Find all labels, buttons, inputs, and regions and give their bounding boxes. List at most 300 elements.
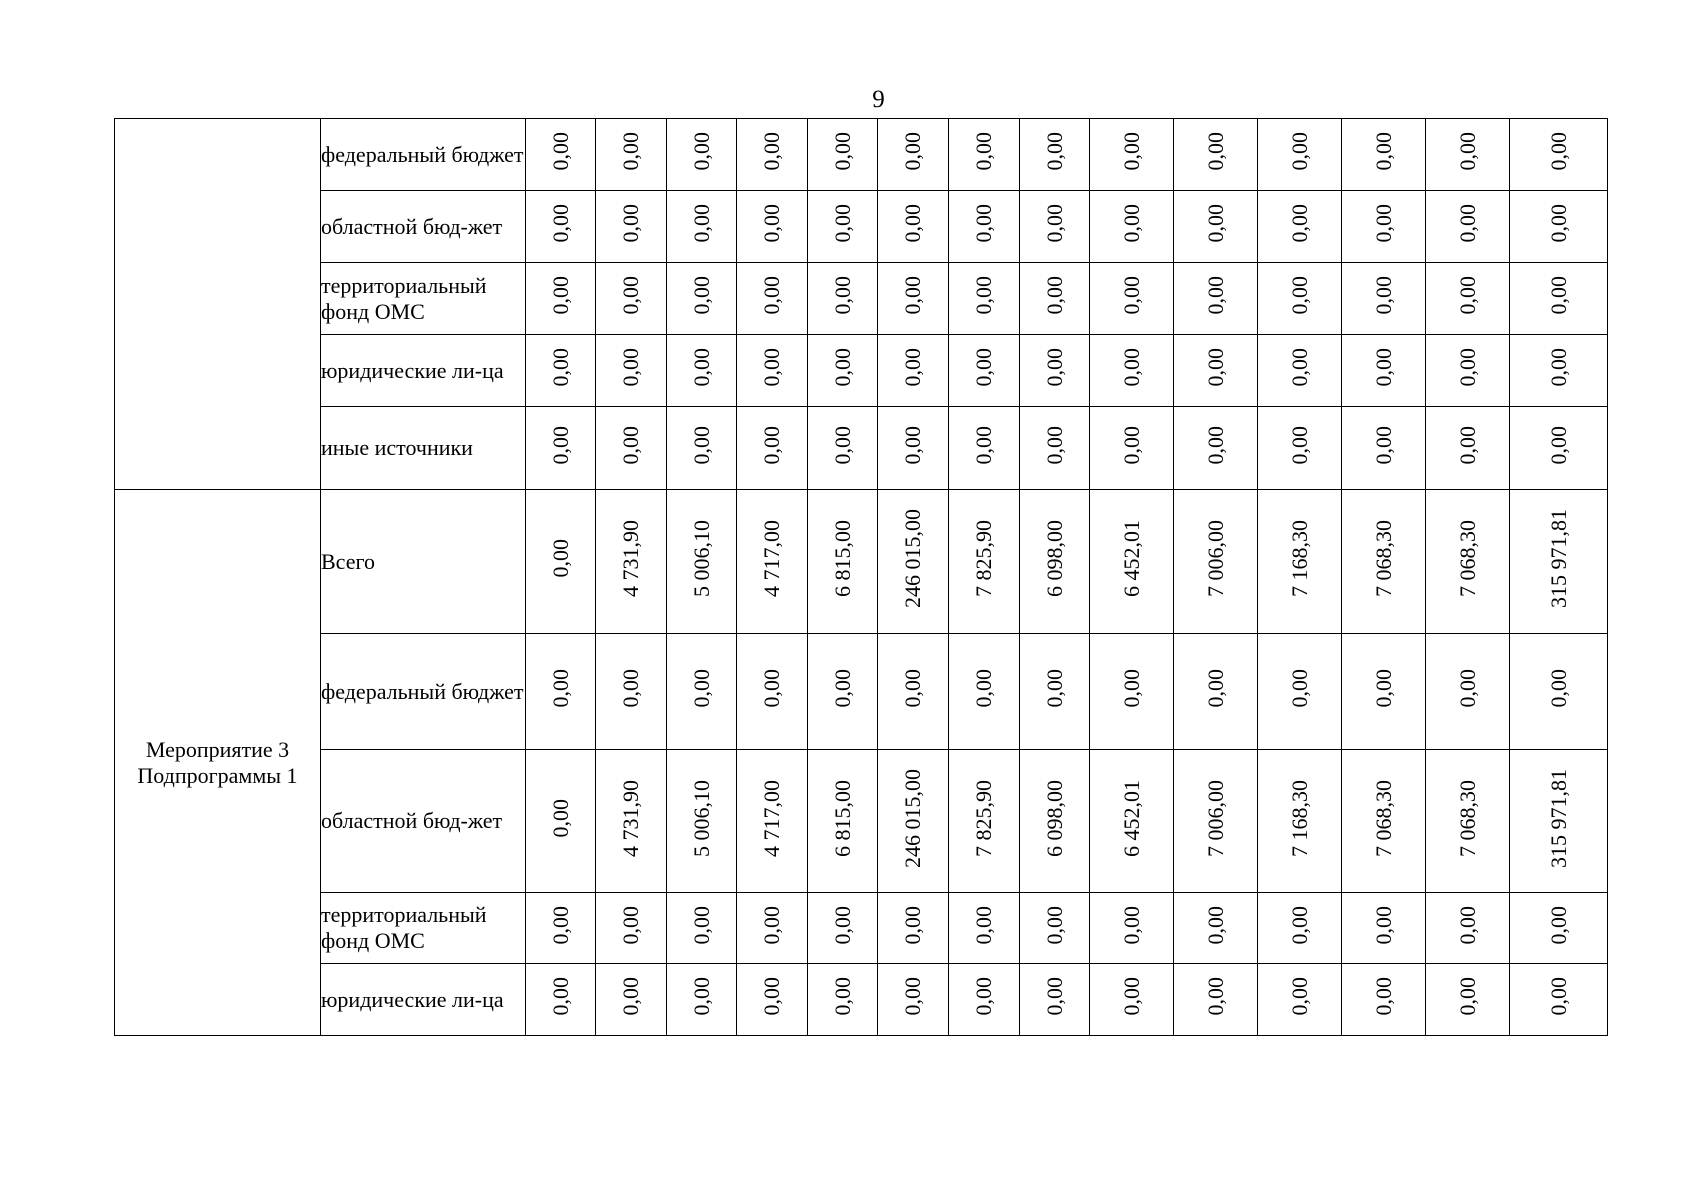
value-text: 0,00 [1118, 425, 1144, 465]
value-text: 0,00 [547, 669, 573, 708]
value-text: 4 731,90 [618, 779, 643, 857]
value-text: 0,00 [1454, 132, 1480, 171]
value-text: 0,00 [618, 977, 643, 1016]
value-text: 315 971,81 [1545, 509, 1571, 608]
value-text: 0,00 [900, 132, 925, 171]
value-cell [596, 634, 667, 750]
value-text: 0,00 [547, 276, 573, 315]
value-cell [1174, 490, 1258, 634]
value-cell [1342, 119, 1426, 191]
value-text: 6 452,01 [1118, 779, 1144, 857]
value-cell [737, 750, 808, 893]
value-text: 0,00 [829, 425, 855, 465]
value-cell [526, 119, 596, 191]
value-cell [1342, 407, 1426, 490]
value-cell [1090, 634, 1174, 750]
value-cell [667, 335, 737, 407]
value-text: 0,00 [688, 977, 714, 1016]
value-text: 0,00 [547, 348, 573, 387]
value-cell [1174, 964, 1258, 1036]
value-cell [878, 750, 949, 893]
funding-source: областной бюд-жет [321, 750, 526, 893]
value-text: 0,00 [971, 425, 996, 465]
value-cell [808, 191, 878, 263]
value-cell [949, 634, 1020, 750]
value-cell [1090, 893, 1174, 964]
value-text: 0,00 [759, 276, 784, 315]
value-text: 0,00 [1202, 276, 1228, 315]
value-text: 0,00 [1118, 204, 1144, 243]
value-text: 0,00 [1454, 276, 1480, 315]
value-text: 0,00 [1545, 977, 1571, 1016]
value-cell [667, 750, 737, 893]
funding-source: федеральный бюджет [321, 634, 526, 750]
value-cell [1510, 893, 1608, 964]
value-text: 0,00 [1454, 977, 1480, 1016]
page-number: 9 [872, 86, 885, 113]
value-text: 0,00 [971, 204, 996, 243]
value-text: 0,00 [1286, 348, 1312, 387]
value-cell [667, 191, 737, 263]
value-cell [878, 263, 949, 335]
value-text: 6 098,00 [1041, 520, 1067, 597]
value-text: 7 068,30 [1370, 520, 1396, 597]
value-text: 0,00 [1041, 905, 1067, 945]
value-text: 246 015,00 [900, 509, 925, 608]
value-text: 0,00 [547, 204, 573, 243]
value-text: 0,00 [1286, 905, 1312, 945]
value-text: 6 815,00 [829, 779, 855, 857]
value-text: 0,00 [1202, 132, 1228, 171]
funding-source: иные источники [321, 407, 526, 490]
value-cell [737, 263, 808, 335]
value-cell [1090, 750, 1174, 893]
value-text: 0,00 [1041, 348, 1067, 387]
value-text: 0,00 [1370, 132, 1396, 171]
value-cell [949, 490, 1020, 634]
value-text: 0,00 [688, 669, 714, 708]
value-cell [949, 263, 1020, 335]
funding-source: юридические ли-ца [321, 964, 526, 1036]
value-text: 0,00 [971, 348, 996, 387]
value-cell [1090, 263, 1174, 335]
value-text: 0,00 [547, 798, 573, 838]
value-cell [878, 407, 949, 490]
value-cell [737, 634, 808, 750]
value-cell [808, 490, 878, 634]
value-text: 0,00 [971, 276, 996, 315]
value-cell [667, 490, 737, 634]
value-cell [667, 893, 737, 964]
value-text: 0,00 [618, 425, 643, 465]
table-row [115, 407, 1608, 490]
value-text: 0,00 [547, 905, 573, 945]
value-text: 4 731,90 [618, 520, 643, 597]
value-text: 0,00 [1370, 425, 1396, 465]
value-text: 0,00 [1545, 669, 1571, 708]
value-cell [1258, 964, 1342, 1036]
value-cell [1174, 407, 1258, 490]
funding-source: территориальный фонд ОМС [321, 893, 526, 964]
value-cell [949, 964, 1020, 1036]
value-text: 0,00 [829, 905, 855, 945]
value-cell [1020, 964, 1090, 1036]
value-text: 0,00 [829, 348, 855, 387]
table-row [115, 964, 1608, 1036]
value-cell [1510, 490, 1608, 634]
value-text: 0,00 [547, 539, 573, 578]
value-cell [1090, 191, 1174, 263]
value-cell [596, 407, 667, 490]
value-text: 0,00 [547, 425, 573, 465]
value-cell [596, 750, 667, 893]
value-cell [737, 893, 808, 964]
value-text: 0,00 [1202, 977, 1228, 1016]
table-row [115, 893, 1608, 964]
value-cell [808, 964, 878, 1036]
value-cell [1426, 893, 1510, 964]
value-cell [737, 407, 808, 490]
value-cell [1510, 335, 1608, 407]
value-cell [808, 893, 878, 964]
value-cell [1174, 191, 1258, 263]
value-cell [1020, 263, 1090, 335]
value-cell [1426, 490, 1510, 634]
value-cell [596, 335, 667, 407]
value-text: 0,00 [1041, 132, 1067, 171]
value-text: 0,00 [1118, 905, 1144, 945]
table-row [115, 263, 1608, 335]
value-text: 0,00 [971, 132, 996, 171]
value-cell [1510, 634, 1608, 750]
value-cell [1342, 490, 1426, 634]
value-cell [596, 191, 667, 263]
value-text: 0,00 [900, 669, 925, 708]
value-cell [878, 191, 949, 263]
value-text: 0,00 [971, 669, 996, 708]
value-text: 0,00 [1454, 425, 1480, 465]
value-cell [878, 490, 949, 634]
value-text: 0,00 [1286, 425, 1312, 465]
value-cell [737, 335, 808, 407]
value-text: 0,00 [829, 669, 855, 708]
value-cell [526, 750, 596, 893]
value-text: 0,00 [618, 132, 643, 171]
value-cell [1090, 964, 1174, 1036]
value-cell [1174, 634, 1258, 750]
value-cell [1342, 964, 1426, 1036]
event-name-cell [115, 490, 321, 1036]
value-text: 5 006,10 [688, 779, 714, 857]
value-text: 0,00 [688, 132, 714, 171]
value-text: 0,00 [1118, 348, 1144, 387]
value-text: 0,00 [1202, 669, 1228, 708]
value-cell [1342, 263, 1426, 335]
value-text: 0,00 [1041, 425, 1067, 465]
value-cell [1174, 750, 1258, 893]
value-cell [878, 335, 949, 407]
value-cell [737, 191, 808, 263]
value-text: 7 006,00 [1202, 779, 1228, 857]
value-text: 0,00 [759, 132, 784, 171]
value-text: 0,00 [1041, 669, 1067, 708]
value-cell [526, 490, 596, 634]
value-cell [808, 634, 878, 750]
value-text: 4 717,00 [759, 779, 784, 857]
value-cell [596, 964, 667, 1036]
value-cell [1342, 893, 1426, 964]
table-row [115, 191, 1608, 263]
funding-source: областной бюд-жет [321, 191, 526, 263]
value-cell [1090, 119, 1174, 191]
value-cell [808, 407, 878, 490]
table-row [115, 634, 1608, 750]
value-cell [878, 893, 949, 964]
funding-source: федеральный бюджет [321, 119, 526, 191]
value-text: 0,00 [759, 669, 784, 708]
value-text: 0,00 [971, 977, 996, 1016]
value-cell [737, 964, 808, 1036]
table-row [115, 119, 1608, 191]
value-cell [1020, 191, 1090, 263]
value-cell [1258, 893, 1342, 964]
value-text: 0,00 [1202, 905, 1228, 945]
value-text: 0,00 [1454, 905, 1480, 945]
value-text: 7 006,00 [1202, 520, 1228, 597]
value-cell [1510, 407, 1608, 490]
value-text: 0,00 [1370, 204, 1396, 243]
value-text: 0,00 [759, 348, 784, 387]
value-text: 0,00 [1041, 204, 1067, 243]
value-cell [667, 634, 737, 750]
value-cell [878, 119, 949, 191]
value-cell [596, 263, 667, 335]
value-cell [596, 893, 667, 964]
value-text: 0,00 [829, 204, 855, 243]
value-text: 246 015,00 [900, 768, 925, 868]
value-text: 0,00 [1118, 276, 1144, 315]
table-row [115, 490, 1608, 634]
value-cell [526, 335, 596, 407]
value-text: 0,00 [1286, 669, 1312, 708]
value-cell [949, 191, 1020, 263]
value-text: 0,00 [688, 276, 714, 315]
value-text: 0,00 [759, 977, 784, 1016]
value-text: 0,00 [1370, 977, 1396, 1016]
value-cell [667, 964, 737, 1036]
value-cell [1258, 490, 1342, 634]
value-text: 0,00 [1454, 204, 1480, 243]
value-text: 0,00 [1370, 348, 1396, 387]
value-text: 0,00 [1454, 669, 1480, 708]
value-cell [1020, 119, 1090, 191]
value-text: 0,00 [1118, 977, 1144, 1016]
value-cell [808, 335, 878, 407]
value-cell [1510, 119, 1608, 191]
value-text: 0,00 [547, 132, 573, 171]
value-cell [878, 964, 949, 1036]
funding-source: Всего [321, 490, 526, 634]
value-text: 0,00 [1370, 276, 1396, 315]
value-cell [808, 263, 878, 335]
value-text: 0,00 [829, 977, 855, 1016]
value-cell [1426, 335, 1510, 407]
value-cell [1258, 407, 1342, 490]
value-text: 0,00 [1202, 425, 1228, 465]
value-cell [878, 634, 949, 750]
value-text: 7 068,30 [1370, 779, 1396, 857]
value-cell [1426, 263, 1510, 335]
value-cell [526, 263, 596, 335]
value-cell [1426, 191, 1510, 263]
table-row [115, 335, 1608, 407]
value-cell [1020, 407, 1090, 490]
value-text: 0,00 [971, 905, 996, 945]
value-cell [1090, 490, 1174, 634]
value-cell [526, 634, 596, 750]
value-text: 6 452,01 [1118, 520, 1144, 597]
funding-source: юридические ли-ца [321, 335, 526, 407]
value-cell [1174, 893, 1258, 964]
value-text: 6 815,00 [829, 520, 855, 597]
value-cell [596, 490, 667, 634]
value-cell [1258, 335, 1342, 407]
value-text: 0,00 [688, 425, 714, 465]
value-text: 0,00 [618, 348, 643, 387]
value-cell [737, 119, 808, 191]
value-text: 0,00 [1286, 977, 1312, 1016]
value-cell [667, 407, 737, 490]
value-text: 315 971,81 [1545, 768, 1571, 868]
value-text: 0,00 [900, 425, 925, 465]
value-cell [1174, 119, 1258, 191]
value-cell [1174, 335, 1258, 407]
value-text: 7 825,90 [971, 779, 996, 857]
value-cell [1342, 191, 1426, 263]
value-cell [1020, 490, 1090, 634]
value-text: 7 825,90 [971, 520, 996, 597]
value-cell [1342, 750, 1426, 893]
value-text: 0,00 [1545, 348, 1571, 387]
value-text: 0,00 [759, 425, 784, 465]
value-text: 7 068,30 [1454, 520, 1480, 597]
value-text: 6 098,00 [1041, 779, 1067, 857]
value-cell [1510, 750, 1608, 893]
value-text: 0,00 [1286, 204, 1312, 243]
value-cell [1020, 634, 1090, 750]
value-cell [1510, 263, 1608, 335]
value-cell [1258, 263, 1342, 335]
value-cell [667, 263, 737, 335]
value-text: 0,00 [688, 905, 714, 945]
value-text: 0,00 [618, 905, 643, 945]
value-text: 0,00 [1370, 669, 1396, 708]
value-cell [808, 750, 878, 893]
value-cell [1174, 263, 1258, 335]
value-text: 0,00 [829, 132, 855, 171]
value-cell [1426, 119, 1510, 191]
value-cell [737, 490, 808, 634]
value-text: 0,00 [829, 276, 855, 315]
value-text: 0,00 [1545, 276, 1571, 315]
value-cell [949, 119, 1020, 191]
value-cell [1510, 191, 1608, 263]
value-text: 0,00 [759, 204, 784, 243]
value-text: 0,00 [688, 348, 714, 387]
value-cell [1258, 119, 1342, 191]
value-text: 0,00 [1118, 132, 1144, 171]
value-cell [1426, 634, 1510, 750]
value-text: 4 717,00 [759, 520, 784, 597]
value-text: 0,00 [1286, 132, 1312, 171]
value-text: 0,00 [1545, 132, 1571, 171]
value-text: 0,00 [618, 276, 643, 315]
value-text: 0,00 [1545, 905, 1571, 945]
value-cell [1020, 750, 1090, 893]
value-cell [1258, 750, 1342, 893]
value-text: 0,00 [1041, 977, 1067, 1016]
value-cell [526, 407, 596, 490]
value-text: 0,00 [1041, 276, 1067, 315]
value-cell [1426, 407, 1510, 490]
value-text: 0,00 [900, 348, 925, 387]
value-text: 0,00 [618, 204, 643, 243]
value-cell [1426, 750, 1510, 893]
value-cell [667, 119, 737, 191]
value-text: 0,00 [618, 669, 643, 708]
value-cell [1020, 335, 1090, 407]
value-cell [949, 893, 1020, 964]
event-name: Мероприятие 3 Подпрограммы 1 [137, 736, 298, 788]
value-text: 0,00 [900, 276, 925, 315]
value-text: 7 168,30 [1286, 779, 1312, 857]
value-cell [1342, 634, 1426, 750]
event-name-cell [115, 119, 321, 490]
value-cell [1258, 191, 1342, 263]
value-cell [1258, 634, 1342, 750]
value-cell [526, 191, 596, 263]
value-text: 0,00 [900, 977, 925, 1016]
value-cell [1090, 335, 1174, 407]
value-cell [1426, 964, 1510, 1036]
funding-source: территориальный фонд ОМС [321, 263, 526, 335]
value-text: 0,00 [1370, 905, 1396, 945]
value-cell [1020, 893, 1090, 964]
value-text: 0,00 [1202, 204, 1228, 243]
value-text: 0,00 [900, 204, 925, 243]
budget-table [114, 118, 1608, 1036]
value-text: 0,00 [1286, 276, 1312, 315]
table-row [115, 750, 1608, 893]
value-cell [949, 407, 1020, 490]
value-text: 5 006,10 [688, 520, 714, 597]
value-cell [949, 335, 1020, 407]
value-text: 0,00 [900, 905, 925, 945]
value-cell [596, 119, 667, 191]
value-cell [1342, 335, 1426, 407]
value-text: 0,00 [547, 977, 573, 1016]
value-cell [949, 750, 1020, 893]
value-text: 7 068,30 [1454, 779, 1480, 857]
value-cell [808, 119, 878, 191]
value-cell [526, 964, 596, 1036]
value-cell [526, 893, 596, 964]
value-text: 0,00 [1545, 204, 1571, 243]
value-text: 0,00 [1118, 669, 1144, 708]
value-text: 0,00 [759, 905, 784, 945]
value-text: 0,00 [1454, 348, 1480, 387]
value-text: 0,00 [688, 204, 714, 243]
